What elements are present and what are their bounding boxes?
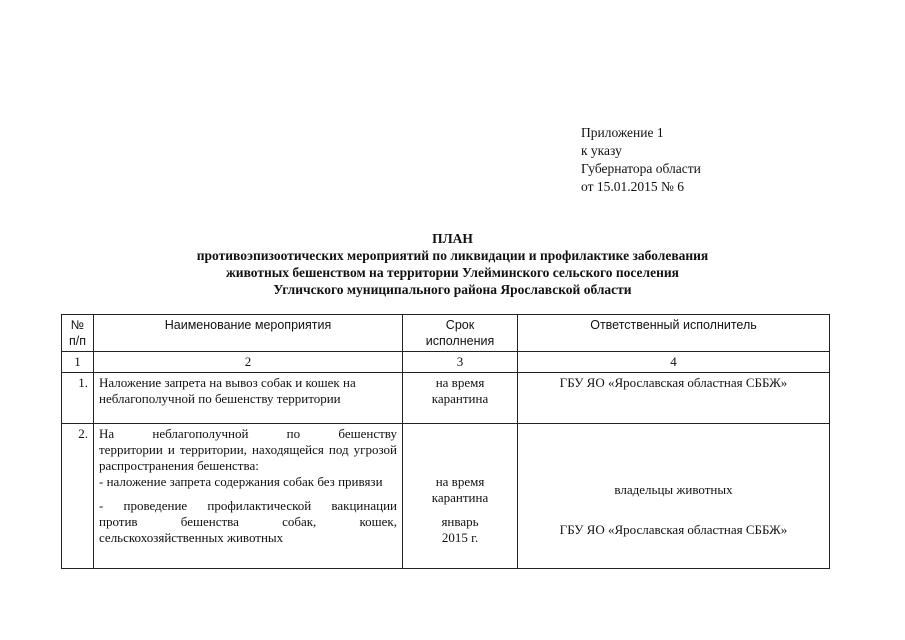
row-2-num: 2. [62, 424, 94, 569]
title-line-2: животных бешенством на территории Улейминского сельского поселения [226, 265, 679, 280]
row-1-responsible: ГБУ ЯО «Ярославская областная СББЖ» [518, 373, 830, 424]
title-line-3: Угличского муниципального района Ярославской области [273, 282, 632, 297]
header-term-line-1: Срок [445, 318, 475, 332]
title-line-1: противоэпизоотических мероприятий по ликвидации и профилактике заболевания [196, 248, 709, 263]
row-2-sub-1-name: - наложение запрета содержания собак без привязи [99, 474, 383, 489]
table-row [62, 373, 830, 424]
row-1-term [403, 373, 518, 424]
row-2-sub-2-term-line-1: январь [441, 514, 479, 529]
header-term-line-2: исполнения [425, 334, 495, 348]
row-2-sub-2-term-line-2: 2015 г. [441, 530, 479, 545]
table-row [62, 424, 830, 569]
column-number-row [62, 352, 830, 373]
header-num-line-1: № [70, 318, 85, 332]
plan-table [61, 314, 830, 569]
row-1-name [94, 373, 403, 424]
appendix-line-1: Приложение 1 [581, 125, 664, 140]
column-number-2: 2 [94, 352, 403, 373]
column-number-3: 3 [403, 352, 518, 373]
row-1-name-text: Наложение запрета на вывоз собак и кошек на неблагополучной по бешенству территории [99, 375, 356, 406]
appendix-line-2: к указу [581, 143, 622, 158]
appendix-block [581, 124, 701, 196]
appendix-line-4: от 15.01.2015 № 6 [581, 179, 684, 194]
document-title [0, 230, 905, 298]
column-number-4: 4 [518, 352, 830, 373]
row-1-term-line-1: на время [435, 375, 485, 390]
row-2-intro-line-1: На неблагополучной по бешенству [99, 426, 397, 441]
row-2-sub-2-responsible: ГБУ ЯО «Ярославская областная СББЖ» [559, 522, 788, 537]
row-2-name [94, 424, 403, 569]
row-2-term [403, 424, 518, 569]
row-2-sub-2-line-2: против бешенства собак, кошек, [99, 514, 397, 529]
header-name: Наименование мероприятия [94, 315, 403, 352]
row-2-sub-2-line-1: - проведение профилактической вакцинации [99, 498, 397, 513]
row-2-sub-1-responsible: владельцы животных [614, 482, 733, 497]
table-header-row [62, 315, 830, 352]
appendix-line-3: Губернатора области [581, 161, 701, 176]
column-number-1: 1 [62, 352, 94, 373]
header-term [403, 315, 518, 352]
row-2-sub-1-term-line-1: на время [435, 474, 485, 489]
header-num-line-2: п/п [68, 334, 86, 348]
header-num [62, 315, 94, 352]
row-2-intro-rest: территории и территории, находящейся под угрозой распространения бешенства: [99, 442, 397, 473]
row-1-term-line-2: карантина [431, 391, 489, 406]
row-2-responsible [518, 424, 830, 569]
row-1-num: 1. [62, 373, 94, 424]
row-2-sub-1-term-line-2: карантина [431, 490, 489, 505]
title-heading: ПЛАН [432, 231, 473, 246]
header-responsible: Ответственный исполнитель [518, 315, 830, 352]
row-2-sub-2-line-3: сельскохозяйственных животных [99, 530, 284, 545]
